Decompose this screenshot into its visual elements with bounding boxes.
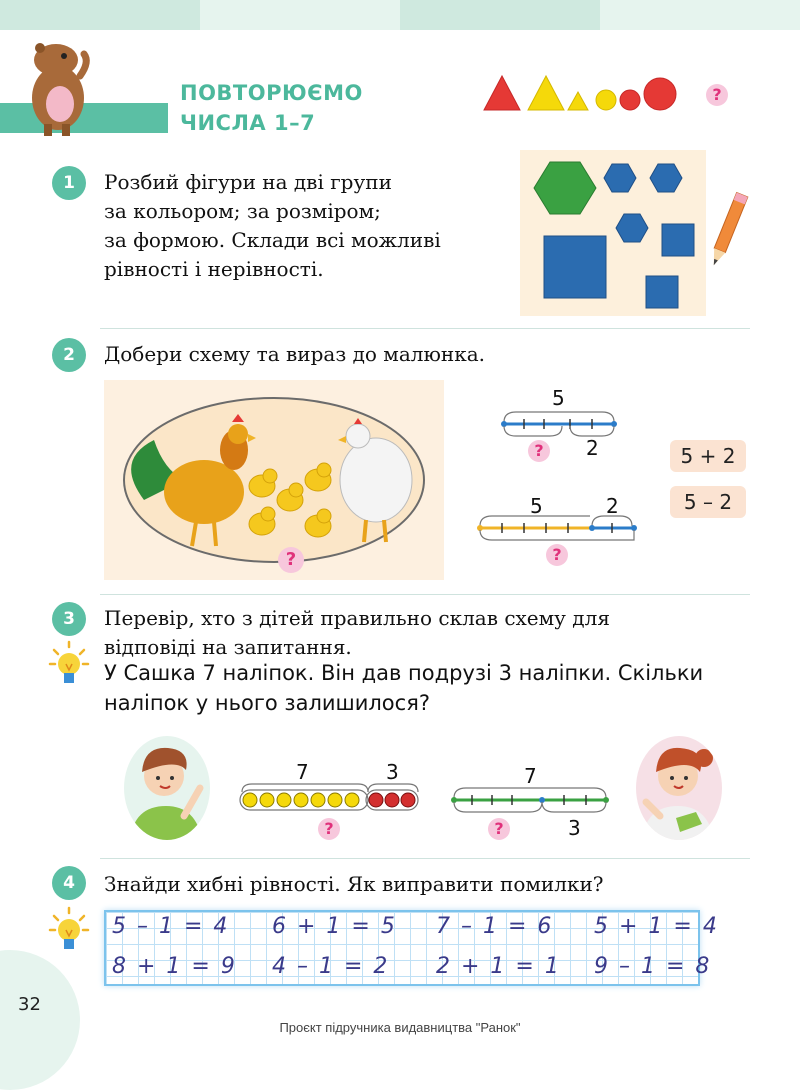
question-icon: ? — [488, 818, 510, 840]
task2-text: Добери схему та вираз до малюнка. — [104, 342, 486, 366]
text-line: рівності і нерівності. — [104, 257, 324, 281]
question-icon: ? — [546, 544, 568, 566]
task-number: 3 — [52, 602, 86, 636]
task3-text — [104, 604, 610, 662]
scheme-label: 5 — [552, 386, 565, 410]
scheme-label: 7 — [296, 760, 309, 784]
text-line: У Сашка 7 наліпок. Він дав подрузі 3 наліпки. Скільки — [104, 661, 704, 685]
title-line: ПОВТОРЮЄМО — [180, 81, 363, 105]
scheme-label: 5 — [530, 494, 543, 518]
girl-avatar — [636, 736, 722, 840]
boy-avatar — [124, 736, 210, 840]
task1-text — [104, 168, 504, 284]
expression-card[interactable]: 5 – 2 — [670, 486, 746, 518]
task3-problem — [104, 658, 703, 718]
text-line: відповіді на запитання. — [104, 635, 352, 659]
lightbulb-icon — [48, 906, 90, 956]
question-icon: ? — [528, 440, 550, 462]
capybara-mascot-icon — [18, 36, 98, 136]
lightbulb-icon — [48, 640, 90, 690]
text-line: за кольором; за розміром; — [104, 199, 381, 223]
task4-text: Знайди хибні рівності. Як виправити помилки? — [104, 872, 604, 896]
beads-scheme — [236, 780, 422, 814]
equation: 5 – 1 = 4 — [112, 914, 230, 939]
number-line-scheme — [448, 786, 612, 822]
task-number: 1 — [52, 166, 86, 200]
shapes-illustration — [520, 150, 706, 316]
header-stripe — [600, 0, 800, 30]
shapes-panel — [520, 150, 706, 316]
lesson-title — [180, 78, 363, 138]
equation: 7 – 1 = 6 — [436, 914, 554, 939]
number-line-scheme — [496, 408, 622, 438]
equation: 9 – 1 = 8 — [594, 954, 712, 979]
chickens-picture — [104, 380, 444, 580]
text-line: Перевір, хто з дітей правильно склав схему для — [104, 606, 610, 630]
equation: 6 + 1 = 5 — [272, 914, 397, 939]
title-line: ЧИСЛА 1–7 — [180, 111, 316, 135]
boy-illustration — [124, 736, 210, 840]
header-stripe — [0, 0, 200, 30]
scheme-label: 3 — [568, 816, 581, 840]
scheme-label: 2 — [586, 436, 599, 460]
pencil-icon — [706, 188, 750, 272]
question-icon: ? — [706, 84, 728, 106]
divider — [100, 328, 750, 329]
equation: 8 + 1 = 9 — [112, 954, 237, 979]
divider — [100, 858, 750, 859]
task-number: 2 — [52, 338, 86, 372]
footer-text: Проєкт підручника видавництва "Ранок" — [279, 1020, 521, 1035]
chickens-illustration — [104, 380, 444, 580]
equation: 5 + 1 = 4 — [594, 914, 719, 939]
text-line: Розбий фігури на дві групи — [104, 170, 392, 194]
scheme-label: 7 — [524, 764, 537, 788]
expression-card[interactable]: 5 + 2 — [670, 440, 746, 472]
text-line: наліпок у нього залишилося? — [104, 691, 430, 715]
equation: 2 + 1 = 1 — [436, 954, 561, 979]
header-stripe — [200, 0, 400, 30]
question-icon: ? — [278, 547, 304, 573]
scheme-label: 3 — [386, 760, 399, 784]
task-number: 4 — [52, 866, 86, 900]
text-line: за формою. Склади всі можливі — [104, 228, 441, 252]
page-number: 32 — [18, 994, 41, 1015]
shapes-row — [480, 72, 700, 114]
question-icon: ? — [318, 818, 340, 840]
equation: 4 – 1 = 2 — [272, 954, 390, 979]
scheme-label: 2 — [606, 494, 619, 518]
header-stripe — [400, 0, 600, 30]
divider — [100, 594, 750, 595]
girl-illustration — [636, 736, 722, 840]
